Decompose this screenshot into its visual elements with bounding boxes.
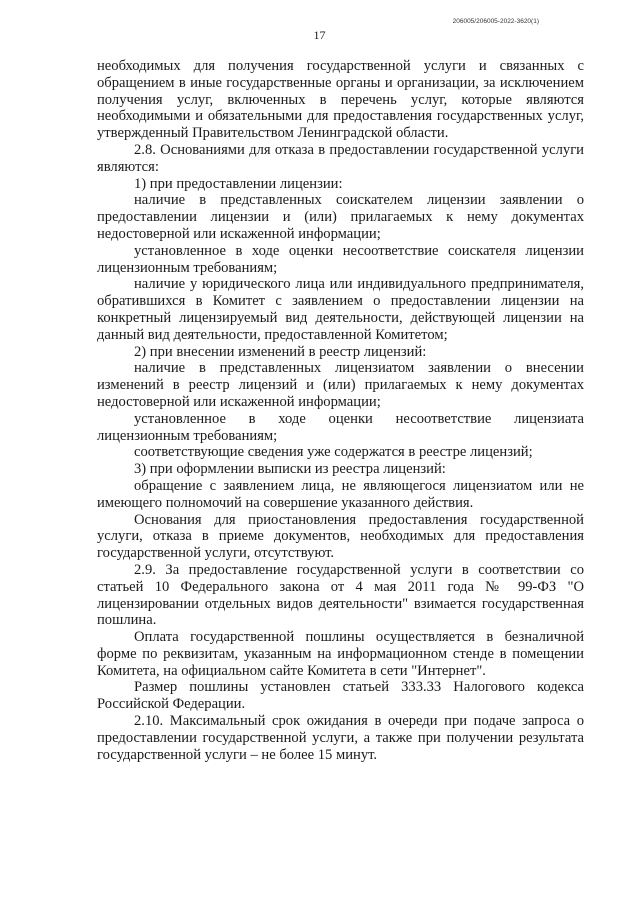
paragraph-item-1b: установленное в ходе оценки несоответствие соискателя лицензии лицензионным требованиям; [97, 242, 584, 276]
paragraph-item-2a: наличие в представленных лицензиатом заявлении о внесении изменений в реестр лицензий и (или) прилагаемых к нему документах недостоверной или искаженной информации; [97, 360, 584, 410]
paragraph-item-2c: соответствующие сведения уже содержатся в реестре лицензий; [134, 444, 533, 461]
paragraph-item-3a: обращение с заявлением лица, не являющегося лицензиатом или не имеющего полномочий на совершение указанного действия. [97, 477, 584, 511]
paragraph-item-1a: наличие в представленных соискателем лицензии заявлении о предоставлении лицензии и (или) прилагаемых к нему документах недостоверной или искаженной информации; [97, 192, 584, 242]
paragraph-fee-amount: Размер пошлины установлен статьей 333.33 Налогового кодекса Российской Федерации. [97, 679, 584, 713]
paragraph-2-8: 2.8. Основаниями для отказа в предоставлении государственной услуги являются: [97, 141, 584, 175]
paragraph-fee-payment: Оплата государственной пошлины осуществляется в безналичной форме по реквизитам, указанным на информационном стенде в помещении Комитета, на официальном сайте Комитета в сети "Интернет". [97, 629, 584, 679]
paragraph-2-10: 2.10. Максимальный срок ожидания в очереди при подаче запроса о предоставлении государственной услуги, а также при получении результата государственной услуги – не более 15 минут. [97, 713, 584, 763]
document-id: 206005/206005-2022-3620(1) [452, 18, 539, 25]
document-body [97, 58, 584, 763]
paragraph-item-2b: установленное в ходе оценки несоответствие лицензиата лицензионным требованиям; [97, 410, 584, 444]
paragraph-item-2: 2) при внесении изменений в реестр лицензий: [134, 343, 427, 360]
paragraph-no-grounds: Основания для приостановления предоставления государственной услуги, отказа в приеме документов, необходимых для предоставления государственной услуги, отсутствуют. [97, 511, 584, 562]
paragraph-item-3: 3) при оформлении выписки из реестра лицензий: [134, 461, 446, 478]
paragraph-2-9: 2.9. За предоставление государственной услуги в соответствии со статьей 10 Федерального закона от 4 мая 2011 года № 99-ФЗ "О лицензировании отдельных видов деятельности" взимается государственная пошлина. [97, 561, 584, 629]
paragraph-item-1c: наличие у юридического лица или индивидуального предпринимателя, обратившихся в Комитет с заявлением о предоставлении лицензии на конкретный лицензируемый вид деятельности, действующей лицензии на данный вид деятельности, предоставленной Комитетом; [97, 276, 584, 343]
paragraph-continuation: необходимых для получения государственной услуги и связанных с обращением в иные государственные органы и организации, за исключением получения услуг, включенных в перечень услуг, которые являются необходимыми и обязательными для предоставления государственных услуг, утвержденный Правительством Ленинградской области. [97, 58, 584, 142]
paragraph-item-1: 1) при предоставлении лицензии: [134, 175, 343, 192]
page-number: 17 [313, 28, 326, 42]
